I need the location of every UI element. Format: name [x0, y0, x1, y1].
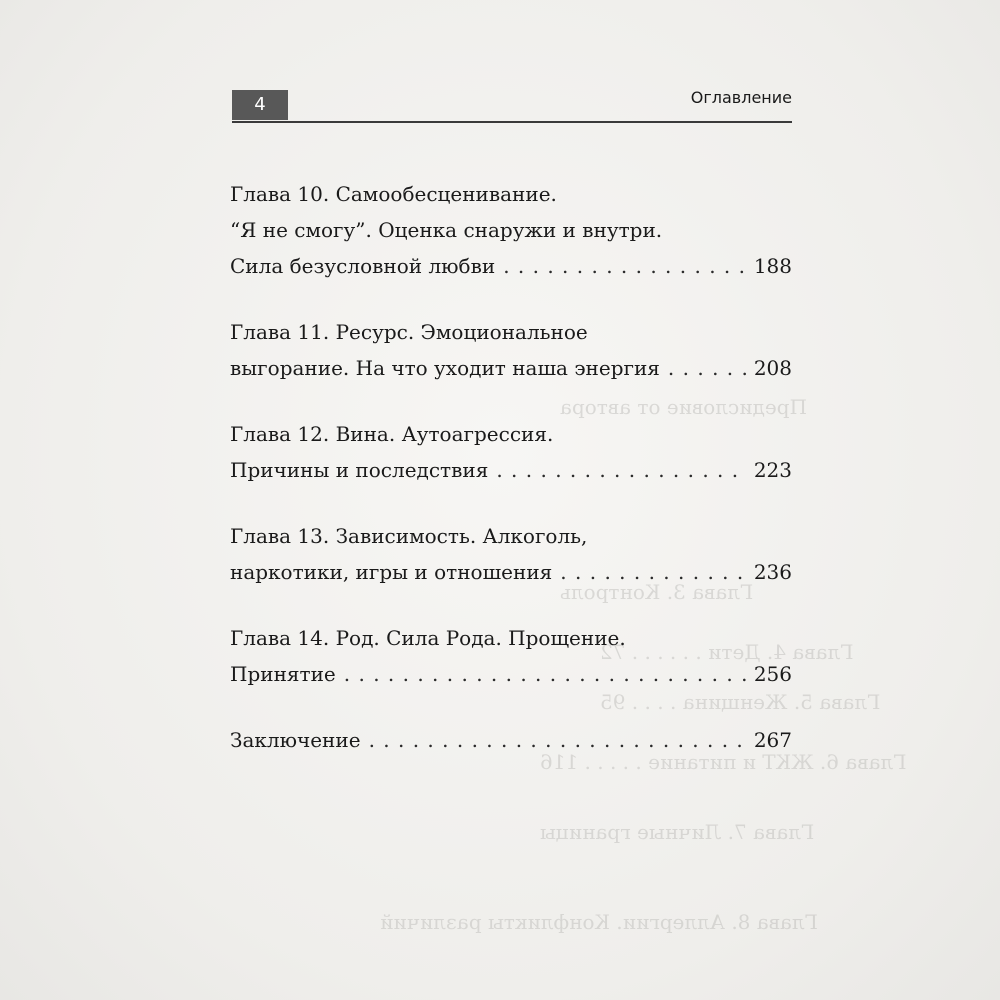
toc-page-number: 208: [753, 356, 792, 380]
toc-entry-chapter-10[interactable]: [230, 176, 792, 284]
dot-leader: [560, 554, 746, 590]
header-rule: [232, 121, 792, 123]
toc-entry-title-line: Заключение: [230, 728, 361, 752]
toc-entry-chapter-13[interactable]: [230, 518, 792, 590]
dot-leader: [668, 350, 746, 386]
toc-entry-title-line: Глава 11. Ресурс. Эмоциональное: [230, 320, 588, 344]
toc-entry-title-line: Сила безусловной любви: [230, 254, 496, 278]
toc-entry-title-line: Глава 12. Вина. Аутоагрессия.: [230, 422, 554, 446]
toc-page-number: 223: [753, 458, 792, 482]
toc-entry-chapter-14[interactable]: [230, 620, 792, 692]
table-of-contents: [230, 176, 792, 788]
dot-leader: [344, 656, 746, 692]
show-through-text: Глава 6. ЖКТ и питание . . . . . 116: [540, 750, 907, 774]
show-through-text: Глава 8. Аллергии. Конфликты различий: [380, 910, 818, 934]
toc-page-number: 188: [753, 254, 792, 278]
toc-entry-title-line: Глава 13. Зависимость. Алкоголь,: [230, 524, 588, 548]
toc-entry-title-line: выгорание. На что уходит наша энергия: [230, 356, 660, 380]
toc-entry-title-line: Принятие: [230, 662, 336, 686]
page-number: 4: [232, 90, 288, 120]
show-through-text: Предисловие от автора: [560, 395, 807, 419]
toc-entry-title-line: наркотики, игры и отношения: [230, 560, 553, 584]
dot-leader: [369, 722, 746, 758]
toc-entry-title-line: Причины и последствия: [230, 458, 489, 482]
toc-page-number: 267: [753, 728, 792, 752]
page-header: [232, 86, 792, 122]
toc-entry-title-line: Глава 10. Самообесценивание.: [230, 182, 557, 206]
toc-entry-title-line: Глава 14. Род. Сила Рода. Прощение.: [230, 626, 626, 650]
toc-entry-title-line: “Я не смогу”. Оценка снаружи и внутри.: [230, 218, 663, 242]
section-title: Оглавление: [690, 88, 792, 107]
toc-entry-chapter-11[interactable]: [230, 314, 792, 386]
toc-page-number: 236: [753, 560, 792, 584]
show-through-text: Глава 5. Женщина . . . . 95: [600, 690, 881, 714]
show-through-text: Глава 3. Контроль: [560, 580, 754, 604]
toc-entry-conclusion[interactable]: [230, 722, 792, 758]
toc-entry-chapter-12[interactable]: [230, 416, 792, 488]
toc-page-number: 256: [753, 662, 792, 686]
dot-leader: [496, 452, 745, 488]
show-through-text: Глава 7. Личные границы: [540, 820, 815, 844]
show-through-text: Глава 4. Дети . . . . . . 72: [600, 640, 854, 664]
dot-leader: [503, 248, 746, 284]
